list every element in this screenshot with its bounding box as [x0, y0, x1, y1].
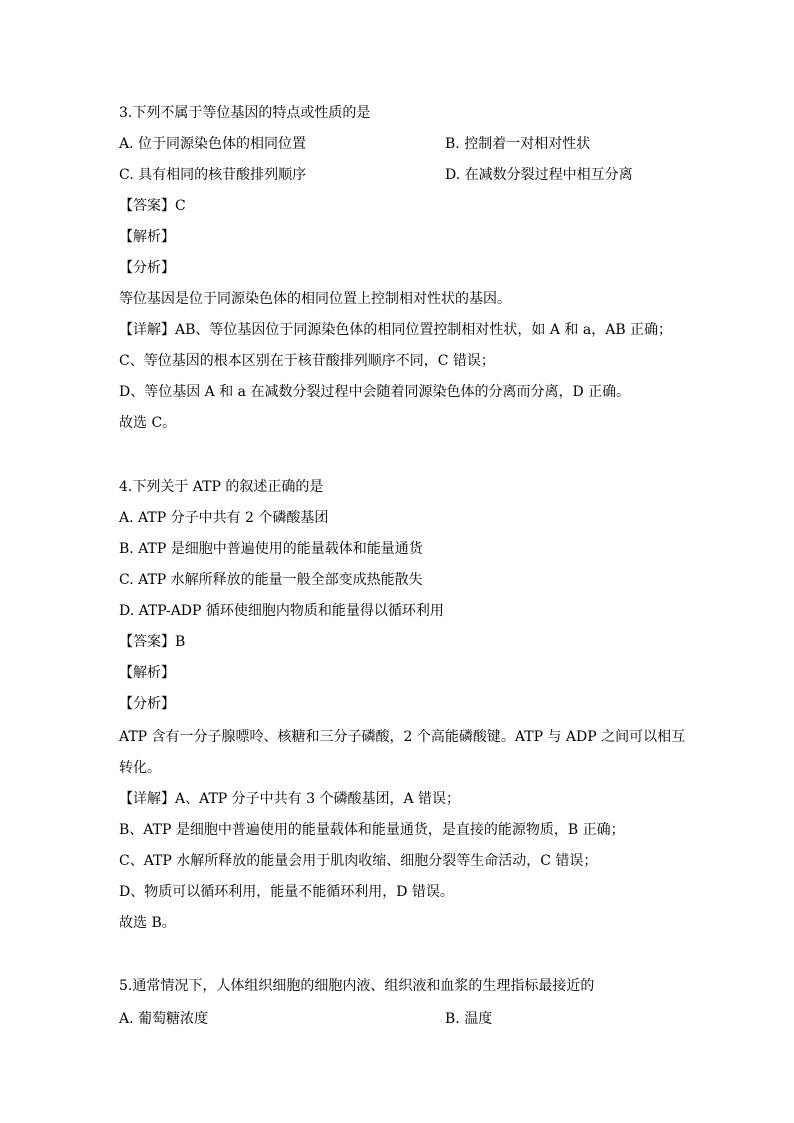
q5-option-b: B. 温度: [445, 1011, 493, 1027]
q4-option-d: D. ATP-ADP 循环使细胞内物质和能量得以循环利用: [119, 603, 444, 619]
q3-conclusion: 故选 C。: [119, 415, 177, 431]
q3-stem: 3.下列不属于等位基因的特点或性质的是: [119, 105, 371, 121]
q4-stem: 4.下列关于 ATP 的叙述正确的是: [119, 479, 324, 495]
q3-detail-2: C、等位基因的根本区别在于核苷酸排列顺序不同，C 错误；: [119, 353, 495, 369]
q5-stem: 5.通常情况下，人体组织细胞的细胞内液、组织液和血浆的生理指标最接近的: [119, 978, 595, 994]
q5-option-a: A. 葡萄糖浓度: [119, 1011, 209, 1027]
q4-detail-1: 【详解】A、ATP 分子中共有 3 个磷酸基团，A 错误；: [119, 791, 461, 807]
q4-option-b: B. ATP 是细胞中普遍使用的能量载体和能量通货: [119, 541, 423, 557]
q3-option-c: C. 具有相同的核苷酸排列顺序: [119, 167, 307, 183]
q3-analysis: 等位基因是位于同源染色体的相同位置上控制相对性状的基因。: [119, 291, 511, 307]
q4-jiexi-heading: 【解析】: [119, 665, 175, 681]
q4-analysis-1: ATP 含有一分子腺嘌呤、核糖和三分子磷酸，2 个高能磷酸键。ATP 与 ADP 之间可以相互: [119, 729, 686, 745]
q3-fenxi-heading: 【分析】: [119, 260, 175, 276]
q3-option-b: B. 控制着一对相对性状: [445, 136, 591, 152]
q4-conclusion: 故选 B。: [119, 915, 176, 931]
q4-answer: 【答案】B: [119, 634, 186, 650]
q4-option-c: C. ATP 水解所释放的能量一般全部变成热能散失: [119, 572, 423, 588]
q3-answer: 【答案】C: [119, 198, 186, 214]
q4-analysis-2: 转化。: [119, 760, 161, 776]
q4-detail-2: B、ATP 是细胞中普遍使用的能量载体和能量通货，是直接的能源物质，B 正确；: [119, 822, 625, 838]
q3-option-d: D. 在减数分裂过程中相互分离: [445, 167, 633, 183]
q3-jiexi-heading: 【解析】: [119, 229, 175, 245]
q3-detail-3: D、等位基因 A 和 a 在减数分裂过程中会随着同源染色体的分离而分离，D 正确。: [119, 384, 631, 400]
q4-fenxi-heading: 【分析】: [119, 696, 175, 712]
q3-option-a: A. 位于同源染色体的相同位置: [119, 136, 307, 152]
q4-option-a: A. ATP 分子中共有 2 个磷酸基团: [119, 510, 329, 526]
q4-detail-4: D、物质可以循环利用，能量不能循环利用，D 错误。: [119, 884, 454, 900]
q4-detail-3: C、ATP 水解所释放的能量会用于肌肉收缩、细胞分裂等生命活动，C 错误；: [119, 853, 598, 869]
q3-detail-1: 【详解】AB、等位基因位于同源染色体的相同位置控制相对性状，如 A 和 a，AB 正确；: [119, 322, 673, 338]
